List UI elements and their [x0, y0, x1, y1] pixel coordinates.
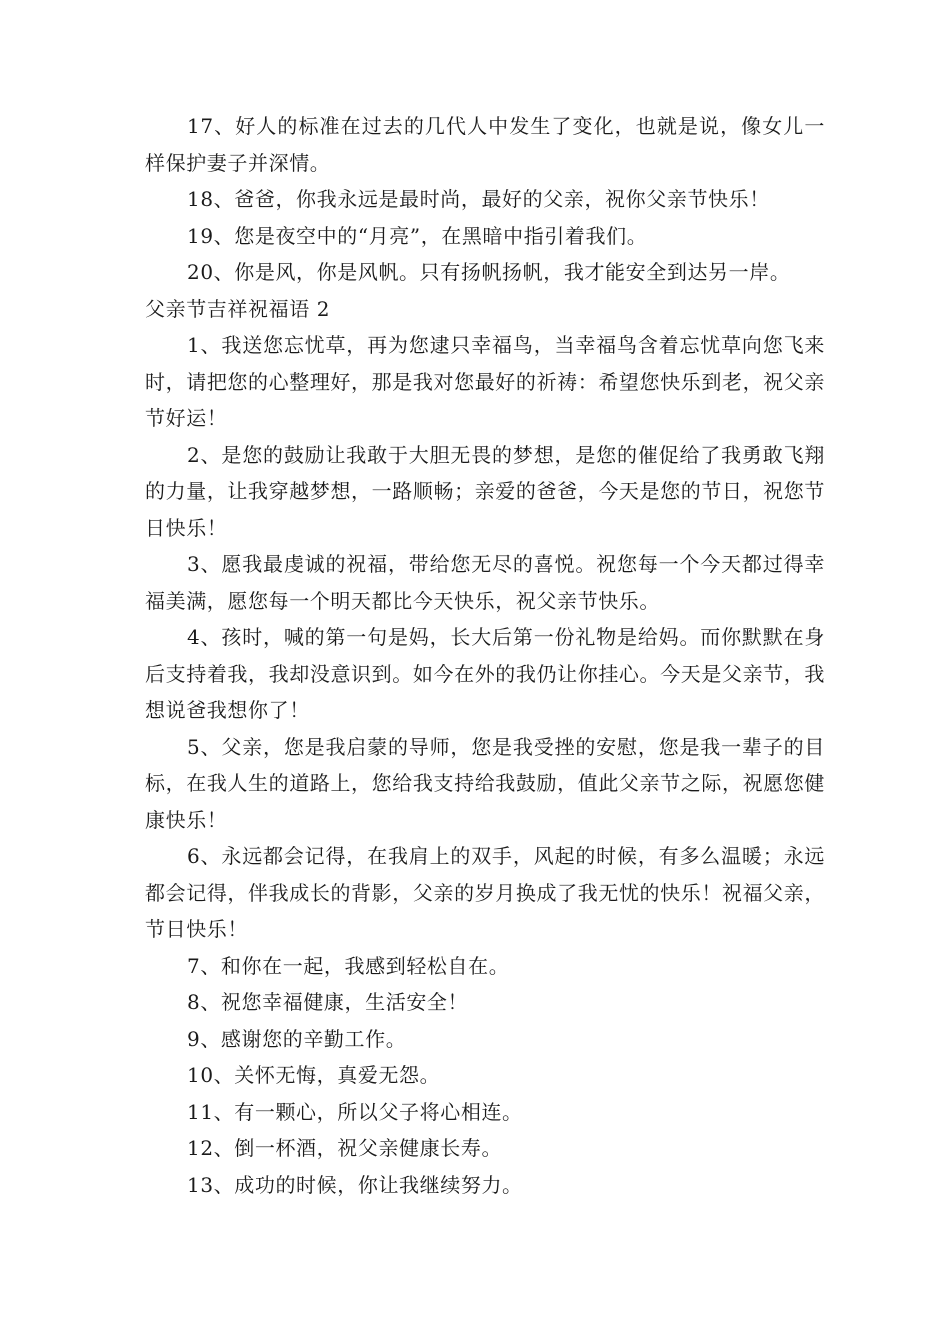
paragraph-item-12: 12、倒一杯酒，祝父亲健康长寿。: [187, 1136, 503, 1160]
paragraph-item-17: 17、好人的标准在过去的几代人中发生了变化，也就是说，像女儿一样保护妻子并深情。: [145, 114, 825, 175]
section-heading: 父亲节吉祥祝福语 2: [145, 296, 331, 321]
paragraph-item-11: 11、有一颗心，所以父子将心相连。: [187, 1099, 523, 1124]
paragraph-item-7: 7、和你在一起，我感到轻松自在。: [187, 953, 510, 978]
paragraph-item-4: 4、孩时，喊的第一句是妈，长大后第一份礼物是给妈。而你默默在身后支持着我，我却没意识到。如今在外的我仍让你挂心。今天是父亲节，我想说爸我想你了！: [145, 625, 825, 722]
paragraph-item-8: 8、祝您幸福健康，生活安全！: [187, 990, 469, 1014]
paragraph-item-3: 3、愿我最虔诚的祝福，带给您无尽的喜悦。祝您每一个今天都过得幸福美满，愿您每一个明天都比今天快乐，祝父亲节快乐。: [145, 552, 825, 613]
paragraph-item-5: 5、父亲，您是我启蒙的导师，您是我受挫的安慰，您是我一辈子的目标，在我人生的道路上，您给我支持给我鼓励，值此父亲节之际，祝愿您健康快乐！: [145, 734, 825, 832]
paragraph-item-19: 19、您是夜空中的“月亮”，在黑暗中指引着我们。: [187, 223, 648, 248]
paragraph-item-9: 9、感谢您的辛勤工作。: [187, 1026, 407, 1051]
paragraph-item-18: 18、爸爸，你我永远是最时尚，最好的父亲，祝你父亲节快乐！: [187, 187, 770, 211]
paragraph-item-1: 1、我送您忘忧草，再为您逮只幸福鸟，当幸福鸟含着忘忧草向您飞来时，请把您的心整理好，那是我对您最好的祈祷：希望您快乐到老，祝父亲节好运！: [145, 333, 825, 430]
paragraph-item-20: 20、你是风，你是风帆。只有扬帆扬帆，我才能安全到达另一岸。: [187, 260, 791, 284]
paragraph-item-2: 2、是您的鼓励让我敢于大胆无畏的梦想，是您的催促给了我勇敢飞翔的力量，让我穿越梦想，一路顺畅；亲爱的爸爸，今天是您的节日，祝您节日快乐！: [145, 442, 825, 540]
paragraph-item-6: 6、永远都会记得，在我肩上的双手，风起的时候，有多么温暖；永远都会记得，伴我成长的背影，父亲的岁月换成了我无忧的快乐！祝福父亲，节日快乐！: [145, 844, 825, 941]
document-body: [145, 108, 825, 1203]
paragraph-item-13: 13、成功的时候，你让我继续努力。: [187, 1172, 523, 1197]
paragraph-item-10: 10、关怀无悔，真爱无怨。: [187, 1063, 441, 1087]
